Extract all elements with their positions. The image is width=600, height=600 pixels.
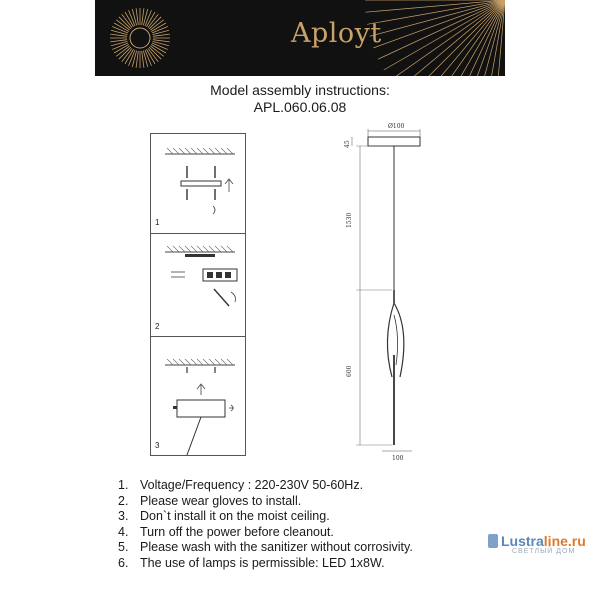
step-3-diagram (151, 337, 245, 455)
step-1-panel (150, 133, 246, 235)
watermark-logo (488, 533, 586, 555)
instructions-list (118, 478, 588, 571)
brand-name: Aployt (291, 18, 382, 49)
instruction-text: Please wear gloves to install. (140, 493, 302, 508)
instruction-item (118, 478, 588, 494)
instruction-item (118, 556, 588, 572)
step-1-diagram (151, 134, 245, 234)
instruction-number: 4. (118, 524, 129, 539)
instruction-number: 1. (118, 478, 129, 492)
watermark-subtitle: СВЕТЛЫЙ ДОМ (512, 548, 576, 555)
dim-canopy-height: 45 (344, 140, 351, 148)
brand-banner (95, 0, 505, 76)
instruction-number: 6. (118, 555, 129, 570)
instruction-number: 2. (118, 493, 129, 508)
instruction-number: 5. (118, 540, 129, 554)
instruction-text: Turn off the power before cleanout. (140, 524, 334, 539)
instruction-item (118, 494, 588, 510)
watermark-text-a: Lustra (501, 533, 544, 549)
dim-cable-length: 1530 (346, 212, 353, 228)
instruction-text: Voltage/Frequency : 220-230V 50-60Hz. (140, 478, 364, 492)
step-2-diagram (151, 234, 245, 337)
instruction-text: Don`t install it on the moist ceiling. (140, 509, 330, 523)
pendant-lamp-technical-drawing (330, 115, 440, 465)
dim-lamp-height: 600 (346, 365, 353, 377)
instruction-number: 3. (118, 509, 129, 523)
step-number: 2 (155, 322, 160, 331)
dim-lamp-width: 100 (392, 455, 404, 462)
model-number: APL.060.06.08 (253, 99, 347, 115)
store-icon (488, 534, 498, 548)
instruction-text: The use of lamps is permissible: LED 1x8W. (140, 555, 385, 570)
dim-canopy-diameter: Ø100 (388, 123, 405, 130)
step-number: 1 (155, 218, 160, 227)
document-title: Model assembly instructions: (210, 82, 390, 98)
watermark-text-b: line.ru (543, 533, 586, 549)
step-number: 3 (155, 441, 160, 450)
instruction-text: Please wash with the sanitizer without corrosivity. (140, 540, 413, 554)
step-3-panel (150, 336, 246, 456)
instruction-item (118, 509, 588, 525)
step-2-panel (150, 233, 246, 338)
